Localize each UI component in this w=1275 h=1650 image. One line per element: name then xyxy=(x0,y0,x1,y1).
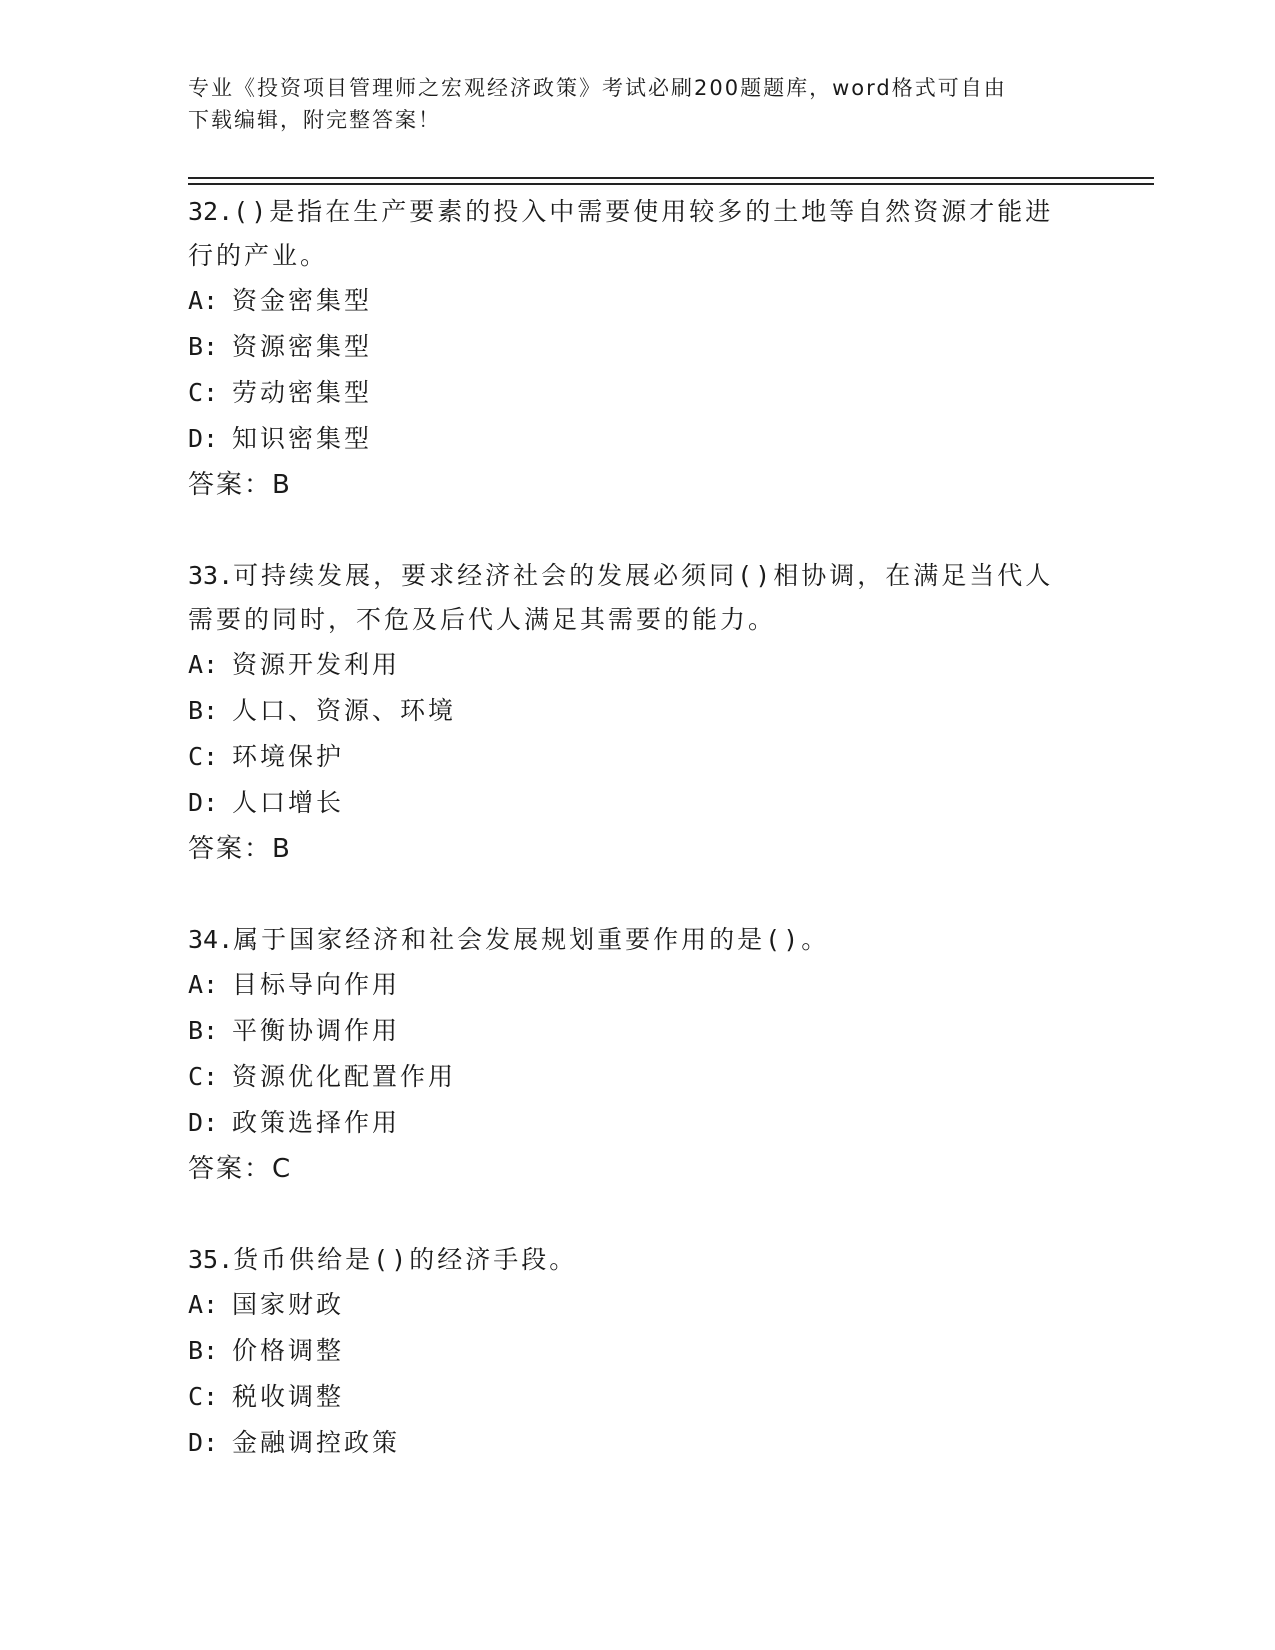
option-letter: B: xyxy=(188,696,219,725)
question-text-line-1: 属于国家经济和社会发展规划重要作用的是()。 xyxy=(233,925,830,954)
option-letter: B: xyxy=(188,1016,219,1045)
option-letter: D: xyxy=(188,1428,219,1457)
option-text: 资源开发利用 xyxy=(232,650,401,679)
question-number: 32. xyxy=(188,197,234,226)
option-text: 目标导向作用 xyxy=(232,970,401,999)
question-35 xyxy=(188,1238,1088,1466)
option-b xyxy=(188,688,1088,734)
option-b xyxy=(188,1008,1088,1054)
option-d xyxy=(188,1420,1088,1466)
question-list xyxy=(188,190,1088,1512)
question-number: 34. xyxy=(188,925,234,954)
option-d xyxy=(188,1100,1088,1146)
question-number: 35. xyxy=(188,1245,234,1274)
question-text xyxy=(188,190,1088,278)
option-letter: C: xyxy=(188,1382,219,1411)
option-letter: D: xyxy=(188,1108,219,1137)
option-text: 知识密集型 xyxy=(232,424,373,453)
question-text-line-2: 需要的同时，不危及后代人满足其需要的能力。 xyxy=(188,605,777,634)
option-text: 人口增长 xyxy=(232,788,345,817)
option-c xyxy=(188,1054,1088,1100)
header-rule-top xyxy=(188,177,1154,179)
header-line-2: 下载编辑，附完整答案！ xyxy=(188,108,441,132)
option-b xyxy=(188,1328,1088,1374)
option-text: 国家财政 xyxy=(232,1290,345,1319)
question-text-line-2: 行的产业。 xyxy=(188,241,329,270)
option-letter: C: xyxy=(188,378,219,407)
option-letter: C: xyxy=(188,742,219,771)
option-text: 价格调整 xyxy=(232,1336,345,1365)
option-letter: B: xyxy=(188,1336,219,1365)
question-text-line-1: 货币供给是()的经济手段。 xyxy=(233,1245,578,1274)
option-a xyxy=(188,1282,1088,1328)
option-text: 税收调整 xyxy=(232,1382,345,1411)
option-a xyxy=(188,642,1088,688)
option-text: 资金密集型 xyxy=(232,286,373,315)
option-c xyxy=(188,734,1088,780)
question-text-line-1: 可持续发展，要求经济社会的发展必须同()相协调，在满足当代人 xyxy=(233,561,1054,590)
answer: 答案：B xyxy=(188,470,292,500)
option-d xyxy=(188,780,1088,826)
question-34 xyxy=(188,918,1088,1192)
header-line-1: 专业《投资项目管理师之宏观经济政策》考试必刷200题题库，word格式可自由 xyxy=(188,76,1007,100)
answer: 答案：B xyxy=(188,834,292,864)
question-32 xyxy=(188,190,1088,508)
option-c xyxy=(188,1374,1088,1420)
question-text xyxy=(188,1238,1088,1282)
question-text-line-1: ()是指在生产要素的投入中需要使用较多的土地等自然资源才能进 xyxy=(233,197,1054,226)
question-text xyxy=(188,918,1088,962)
header-rule-bottom xyxy=(188,183,1154,185)
option-letter: A: xyxy=(188,286,219,315)
option-text: 政策选择作用 xyxy=(232,1108,401,1137)
option-letter: B: xyxy=(188,332,219,361)
question-33 xyxy=(188,554,1088,872)
question-text xyxy=(188,554,1088,642)
option-letter: C: xyxy=(188,1062,219,1091)
option-text: 劳动密集型 xyxy=(232,378,373,407)
option-a xyxy=(188,962,1088,1008)
question-number: 33. xyxy=(188,561,234,590)
option-letter: D: xyxy=(188,424,219,453)
option-text: 金融调控政策 xyxy=(232,1428,401,1457)
option-d xyxy=(188,416,1088,462)
option-letter: A: xyxy=(188,650,219,679)
option-b xyxy=(188,324,1088,370)
option-text: 资源优化配置作用 xyxy=(232,1062,457,1091)
answer: 答案：C xyxy=(188,1154,293,1184)
option-c xyxy=(188,370,1088,416)
option-letter: D: xyxy=(188,788,219,817)
option-letter: A: xyxy=(188,970,219,999)
option-letter: A: xyxy=(188,1290,219,1319)
option-text: 人口、资源、环境 xyxy=(232,696,457,725)
document-header xyxy=(188,72,1068,136)
option-a xyxy=(188,278,1088,324)
option-text: 资源密集型 xyxy=(232,332,373,361)
option-text: 平衡协调作用 xyxy=(232,1016,401,1045)
option-text: 环境保护 xyxy=(232,742,345,771)
